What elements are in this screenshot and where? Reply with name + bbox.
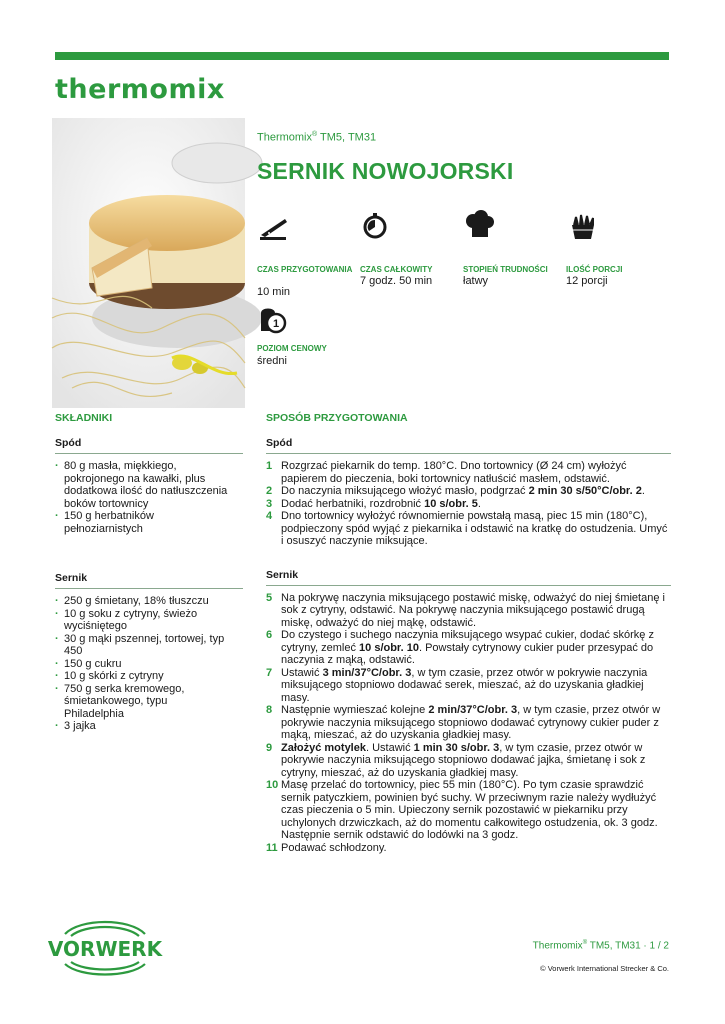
list-item: · 80 g masła, miękkiego, pokrojonego na kawałki, plus dodatkowa ilość do natłuszczenia boków tortownicy xyxy=(55,460,243,510)
knife-board-icon xyxy=(257,209,291,243)
method-group-title: Spód xyxy=(266,437,671,454)
method-heading: SPOSÓB PRZYGOTOWANIA xyxy=(266,412,408,424)
step-number: 10 xyxy=(266,779,279,791)
step-item xyxy=(266,592,671,630)
coin-purse-icon xyxy=(257,303,291,337)
step-text: Założyć motylek. Ustawić 1 min 30 s/obr. 3, w tym czasie, przez otwór w pokrywie naczynia miksującego stopniowo dodawać jajka, śmietanę i sok z cytryny, mieszać, aż do uzyskania gładkiej masy. xyxy=(281,741,646,779)
list-item: · 3 jajka xyxy=(55,720,243,733)
thermomix-logo: thermomix xyxy=(55,74,225,105)
list-item: · 250 g śmietany, 18% tłuszczu xyxy=(55,595,243,608)
step-text: Dno tortownicy wyłożyć równomiernie powstałą masą, piec 15 min (180°C), podpieczony spód wyjąć z piekarnika i odstawić na kratkę do ostudzenia. Umyć i osuszyć naczynie miksujące. xyxy=(281,510,668,547)
steps-list xyxy=(266,460,671,548)
step-text: Podawać schłodzony. xyxy=(281,841,387,854)
info-price-level: 1 POZIOM CENOWY średni xyxy=(257,303,357,342)
step-item xyxy=(266,485,671,498)
timer-icon xyxy=(360,209,394,243)
models-line: Thermomix® TM5, TM31 xyxy=(257,131,377,144)
step-number: 8 xyxy=(266,704,273,716)
method-group-title: Sernik xyxy=(266,569,671,586)
step-text: Na pokrywę naczynia miksującego postawić miskę, odważyć do niej śmietanę i sok z cytryny, odstawić. Na pokrywę naczynia miksującego postawić drugą miskę, odważyć do niej mąkę, odstawić. xyxy=(281,591,665,629)
list-item: · 30 g mąki pszennej, tortowej, typ 450 xyxy=(55,633,243,658)
vorwerk-logo xyxy=(47,916,163,981)
step-number: 5 xyxy=(266,591,273,604)
info-difficulty: STOPIEŃ TRUDNOŚCI łatwy xyxy=(463,209,563,248)
method-section xyxy=(266,412,671,854)
step-number: 3 xyxy=(266,497,273,510)
basket-icon xyxy=(566,209,600,243)
step-text: Ustawić 3 min/37°C/obr. 3, w tym czasie, przez otwór w pokrywie naczynia miksującego stopniowo dodawać serek, mieszać, aż do uzyskania gładkiej masy. xyxy=(281,666,648,704)
step-text: Dodać herbatniki, rozdrobnić 10 s/obr. 5. xyxy=(281,497,481,510)
step-item xyxy=(266,842,671,855)
info-servings: ILOŚĆ PORCJI 12 porcji xyxy=(566,209,666,248)
step-number: 2 xyxy=(266,485,273,497)
step-item xyxy=(266,742,671,780)
steps-list xyxy=(266,592,671,855)
step-number: 1 xyxy=(266,460,273,472)
step-text: Do czystego i suchego naczynia miksującego wsypać cukier, dodać skórkę z cytryny, zemleć 10 s/obr. 10. Powstały cytrynowy cukier puder przesypać do naczynia z mąką, odstawić. xyxy=(281,629,654,666)
chef-hat-icon xyxy=(463,209,497,243)
step-text: Masę przelać do tortownicy, piec 55 min (180°C). Po tym czasie sprawdzić sernik patyczkiem, powinien być suchy. W przeciwnym razie należy wydłużyć czas pieczenia o 5 min. Upieczony sernik pozostawić w piekarniku przy uchylonych drzwiczkach, aż do momentu całkowitego ostudzenia, ok. 3 godz. Następnie sernik odstawić do lodówki na 3 godz. xyxy=(281,779,658,841)
svg-text:1: 1 xyxy=(272,318,280,330)
ingredients-group-title: Spód xyxy=(55,437,243,454)
step-item xyxy=(266,704,671,742)
step-number: 7 xyxy=(266,666,273,679)
step-item xyxy=(266,510,671,548)
step-text: Rozgrzać piekarnik do temp. 180°C. Dno tortownicy (Ø 24 cm) wyłożyć papierem do pieczenia, boki tortownicy natłuścić masłem, odstawić. xyxy=(281,460,627,485)
list-item: · 750 g serka kremowego, śmietankowego, typu Philadelphia xyxy=(55,683,243,721)
list-item: · 150 g herbatników pełnoziarnistych xyxy=(55,510,243,535)
top-accent-bar xyxy=(55,52,669,60)
step-item xyxy=(266,629,671,667)
step-number: 4 xyxy=(266,510,273,522)
ingredients-list xyxy=(55,460,243,535)
info-prep-time: CZAS PRZYGOTOWANIA 10 min xyxy=(257,209,357,248)
copyright: © Vorwerk International Strecker & Co. xyxy=(540,964,669,973)
ingredients-heading: SKŁADNIKI xyxy=(55,412,113,424)
step-item xyxy=(266,667,671,705)
info-total-time: CZAS CAŁKOWITY 7 godz. 50 min xyxy=(360,209,460,248)
step-item xyxy=(266,779,671,842)
step-number: 11 xyxy=(266,841,278,854)
ingredients-section xyxy=(55,412,243,733)
ingredients-list xyxy=(55,595,243,733)
recipe-title: SERNIK NOWOJORSKI xyxy=(257,158,514,184)
footer-models-page: Thermomix® TM5, TM31 · 1 / 2 xyxy=(532,940,669,952)
step-text: Do naczynia miksującego włożyć masło, podgrzać 2 min 30 s/50°C/obr. 2. xyxy=(281,485,645,497)
step-item xyxy=(266,498,671,511)
list-item: · 10 g skórki z cytryny xyxy=(55,670,243,683)
list-item: · 150 g cukru xyxy=(55,658,243,671)
list-item: · 10 g soku z cytryny, świeżo wyciśniętego xyxy=(55,608,243,633)
cheesecake-photo xyxy=(52,118,245,408)
step-item xyxy=(266,460,671,485)
ingredients-group-title: Sernik xyxy=(55,572,243,589)
step-number: 6 xyxy=(266,629,273,641)
step-text: Następnie wymieszać kolejne 2 min/37°C/obr. 3, w tym czasie, przez otwór w pokrywie naczynia miksującego stopniowo dodawać cytrynowy cukier puder z mąką, mieszać, aż do uzyskania gładkiej masy. xyxy=(281,704,661,741)
step-number: 9 xyxy=(266,741,273,754)
svg-text:VORWERK: VORWERK xyxy=(47,937,163,961)
